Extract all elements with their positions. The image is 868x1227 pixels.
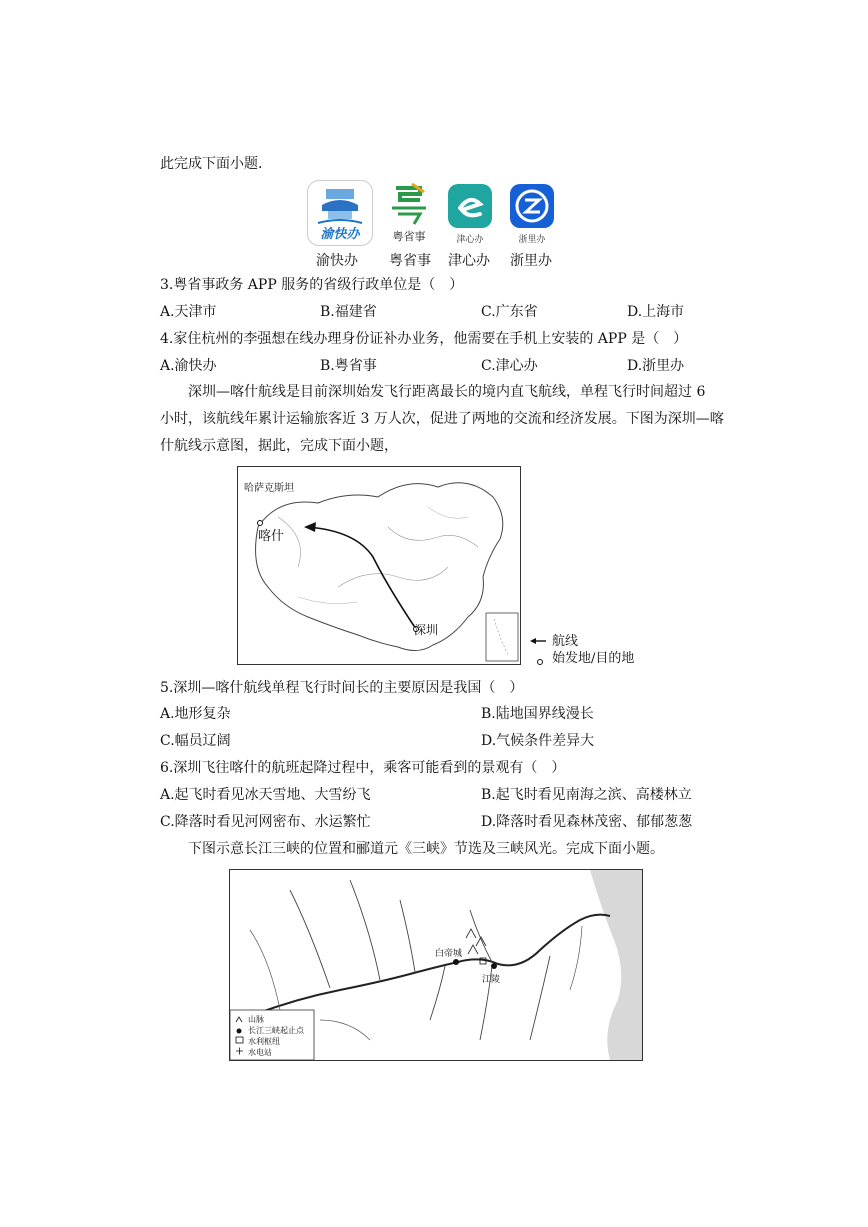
question-6-option: A.起飞时看见冰天雪地、大雪纷飞	[160, 787, 371, 803]
passage-2-line: 小时，该航线年累计运输旅客近 3 万人次，促进了两地的交流和经济发展。下图为深圳—喀	[160, 411, 724, 427]
jinxinban-logo-icon	[448, 184, 492, 228]
south-china-sea-inset	[486, 613, 518, 661]
question-4-option: A.渝快办	[160, 358, 217, 374]
question-3-option: B.福建省	[320, 304, 377, 320]
map-2-legend-label: 水利枢纽	[248, 1037, 280, 1046]
map-label-baidicheng: 白帝城	[435, 949, 463, 959]
yueshengshi-logo-icon	[384, 182, 434, 244]
yangtze-river	[240, 915, 610, 1020]
question-5-option: A.地形复杂	[160, 706, 231, 722]
passage-2-line: 深圳—喀什航线是目前深圳始发飞行距离最长的境内直飞航线，单程飞行时间超过 6	[188, 384, 706, 400]
three-gorges-map	[229, 869, 643, 1061]
question-3-option: C.广东省	[481, 304, 538, 320]
question-6-option: C.降落时看见河网密布、水运繁忙	[160, 814, 371, 830]
endpoint-legend-icon	[536, 651, 544, 670]
route-legend-arrow-icon	[528, 631, 548, 650]
mountain-symbols	[466, 929, 486, 954]
yukuaiban-logo-icon	[307, 180, 373, 246]
app-name: 津心办	[448, 253, 490, 269]
yueshengshi-logo-text: 粤省事	[392, 230, 426, 243]
sea-area	[590, 870, 642, 1060]
question-6-option: D.降落时看见森林茂密、郁郁葱葱	[481, 814, 693, 830]
route-legend-label: 航线	[552, 634, 579, 649]
flight-route-line	[308, 527, 416, 629]
map-2-legend-label: 长江三峡起止点	[248, 1026, 304, 1035]
question-6-option: B.起飞时看见南海之滨、高楼林立	[481, 787, 692, 803]
app-name: 粤省事	[389, 253, 431, 269]
map-2-legend-label: 山脉	[248, 1015, 264, 1024]
map-label-jiangling: 江陵	[482, 975, 501, 985]
zheliban-logo-caption: 浙里办	[518, 235, 546, 245]
baidicheng-point	[453, 959, 459, 965]
question-4-option: B.粤省事	[320, 358, 377, 374]
app-name: 浙里办	[510, 253, 552, 269]
passage-3-text: 下图示意长江三峡的位置和郦道元《三峡》节选及三峡风光。完成下面小题。	[188, 841, 664, 857]
question-6-stem: 6.深圳飞往喀什的航班起降过程中，乘客可能看到的景观有（ ）	[160, 760, 566, 776]
question-3-stem: 3.粤省事政务 APP 服务的省级行政单位是（ ）	[160, 277, 464, 293]
route-arrowhead	[304, 522, 316, 532]
question-4-stem: 4.家住杭州的李强想在线办理身份证补办业务，他需要在手机上安装的 APP 是（ ）	[160, 331, 688, 347]
question-5-option: C.幅员辽阔	[160, 733, 231, 749]
app-name: 渝快办	[316, 253, 358, 269]
map-2-legend-label: 水电站	[248, 1048, 272, 1057]
question-3-option: D.上海市	[627, 304, 685, 320]
question-5-option: D.气候条件差异大	[481, 733, 595, 749]
jinxinban-logo-caption: 津心办	[456, 235, 484, 245]
endpoint-legend-label: 始发地/目的地	[552, 651, 635, 666]
map-label-shenzhen: 深圳	[414, 623, 439, 637]
route-map	[237, 466, 521, 665]
question-4-option: D.浙里办	[627, 358, 685, 374]
question-5-option: B.陆地国界线漫长	[481, 706, 594, 722]
jiangling-point	[491, 963, 497, 969]
route-map-svg	[238, 467, 520, 664]
question-4-option: C.津心办	[481, 358, 538, 374]
question-3-option: A.天津市	[160, 304, 217, 320]
zheliban-logo-icon	[510, 184, 554, 228]
map-label-kashgar: 喀什	[258, 529, 285, 544]
intro-text: 此完成下面小题.	[160, 156, 263, 172]
passage-2-line: 什航线示意图，据此，完成下面小题，	[160, 438, 398, 454]
yukuaiban-logo-text: 渝快办	[320, 227, 360, 242]
question-5-stem: 5.深圳—喀什航线单程飞行时间长的主要原因是我国（ ）	[160, 680, 524, 696]
map-label-top-left: 哈萨克斯坦	[244, 483, 294, 494]
